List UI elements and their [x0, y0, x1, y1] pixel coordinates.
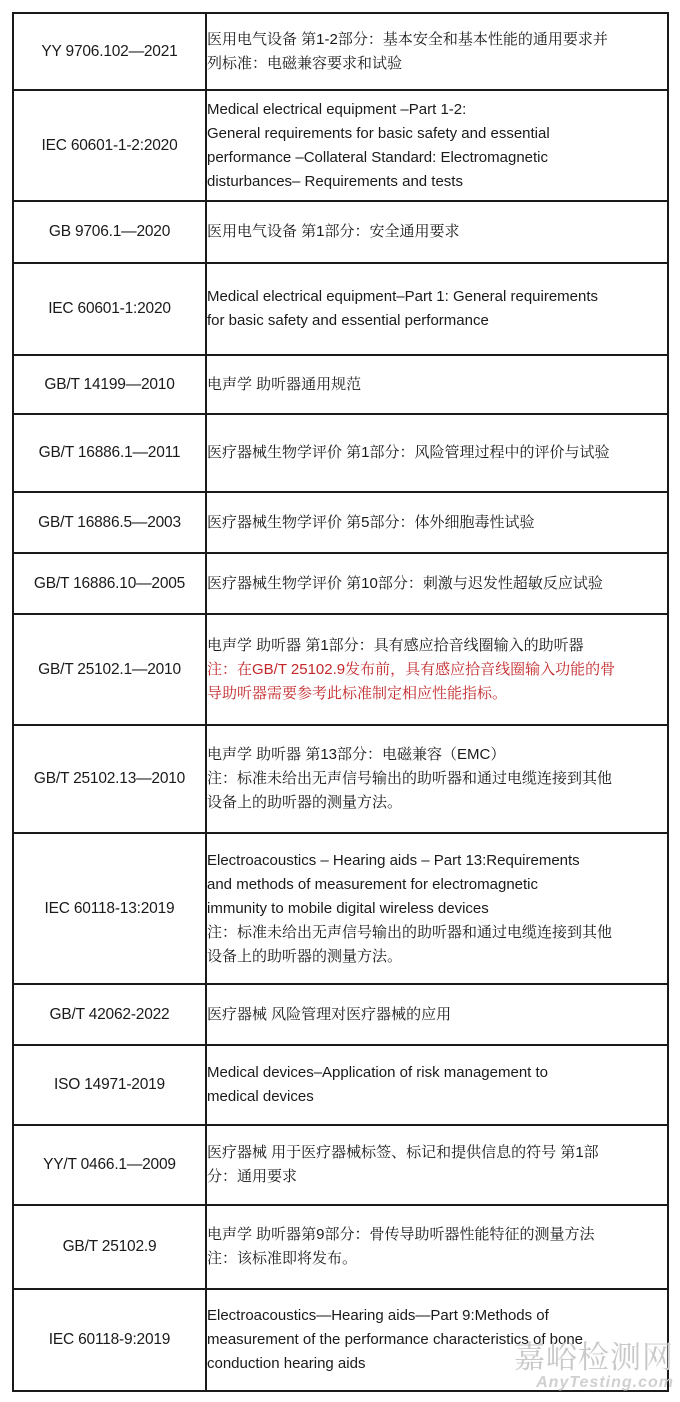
table-row	[13, 201, 668, 263]
title-line: 电声学 助听器第9部分：骨传导助听器性能特征的测量方法	[207, 1226, 595, 1243]
table-row	[13, 263, 668, 355]
title-line: 注：标准未给出无声信号输出的助听器和通过电缆连接到其他	[207, 770, 613, 787]
title-line: 医用电气设备 第1-2部分：基本安全和基本性能的通用要求并	[207, 30, 608, 48]
title-line: 分：通用要求	[207, 1168, 298, 1185]
table-row	[13, 614, 668, 725]
title-line: 设备上的助听器的测量方法。	[207, 794, 403, 811]
title-line: 电声学 助听器 第1部分：具有感应拾音线圈输入的助听器	[207, 636, 584, 654]
title-line: 设备上的助听器的测量方法。	[207, 947, 403, 965]
title-line: Medical electrical equipment –Part 1-2:	[207, 100, 467, 118]
title-line: 医疗器械 用于医疗器械标签、标记和提供信息的符号 第1部	[207, 1144, 599, 1161]
standard-title-cell	[206, 414, 668, 492]
title-line: conduction hearing aids	[207, 1355, 366, 1372]
table-row	[13, 355, 668, 414]
standard-title-cell	[206, 13, 668, 90]
watermark-cn: 嘉峪检测网	[514, 1340, 674, 1376]
standard-title-cell	[206, 725, 668, 833]
title-line: medical devices	[207, 1088, 314, 1105]
standard-code-cell: YY 9706.102—2021	[13, 13, 206, 90]
title-line: immunity to mobile digital wireless devices	[207, 899, 489, 917]
table-row	[13, 553, 668, 614]
title-line: for basic safety and essential performance	[207, 312, 489, 329]
title-line: 医疗器械生物学评价 第1部分：风险管理过程中的评价与试验	[207, 444, 610, 461]
title-line: and methods of measurement for electromagnetic	[207, 875, 539, 893]
table-row	[13, 725, 668, 833]
standard-code-cell: GB/T 25102.13—2010	[13, 725, 206, 833]
title-line: Electroacoustics – Hearing aids – Part 13:Requirements	[207, 851, 580, 869]
title-line: Electroacoustics—Hearing aids—Part 9:Methods of	[207, 1307, 549, 1324]
title-line: 医疗器械生物学评价 第5部分：体外细胞毒性试验	[207, 513, 535, 531]
table-row	[13, 1045, 668, 1125]
standard-code-cell: GB/T 14199—2010	[13, 355, 206, 414]
standard-code-cell: GB/T 16886.10—2005	[13, 553, 206, 614]
standards-table	[12, 12, 669, 1392]
table-row	[13, 90, 668, 201]
table-row	[13, 492, 668, 553]
title-line: 医用电气设备 第1部分：安全通用要求	[207, 223, 460, 240]
table-row	[13, 833, 668, 984]
standard-code-cell: GB/T 25102.9	[13, 1205, 206, 1289]
note-line-highlighted: 导助听器需要参考此标准制定相应性能指标。	[207, 684, 508, 702]
standard-code-cell: IEC 60118-13:2019	[13, 833, 206, 984]
title-line: Medical electrical equipment–Part 1: General requirements	[207, 288, 599, 305]
standard-title-cell	[206, 263, 668, 355]
standards-table-body	[13, 13, 668, 1391]
standard-code-cell: IEC 60118-9:2019	[13, 1289, 206, 1391]
standard-title-cell	[206, 1125, 668, 1205]
title-line: performance –Collateral Standard: Electromagnetic	[207, 148, 549, 166]
table-row	[13, 13, 668, 90]
standard-title-cell	[206, 553, 668, 614]
table-row	[13, 1205, 668, 1289]
standard-title-cell	[206, 1205, 668, 1289]
table-row	[13, 1125, 668, 1205]
standard-title-cell	[206, 201, 668, 263]
standard-title-cell	[206, 492, 668, 553]
title-line: 列标准：电磁兼容要求和试验	[207, 54, 403, 72]
standard-code-cell: ISO 14971-2019	[13, 1045, 206, 1125]
watermark-en: AnyTesting.com	[536, 1374, 674, 1391]
standard-code-cell: IEC 60601-1-2:2020	[13, 90, 206, 201]
title-line: measurement of the performance characteristics of bone	[207, 1331, 584, 1348]
title-line: 医疗器械 风险管理对医疗器械的应用	[207, 1005, 452, 1023]
standard-title-cell	[206, 984, 668, 1045]
title-line: General requirements for basic safety and essential	[207, 124, 550, 142]
title-line: 电声学 助听器 第13部分：电磁兼容（EMC）	[207, 746, 506, 763]
standard-title-cell	[206, 355, 668, 414]
standard-code-cell: GB/T 42062-2022	[13, 984, 206, 1045]
standard-title-cell	[206, 833, 668, 984]
title-line: disturbances– Requirements and tests	[207, 172, 463, 190]
standard-code-cell: GB 9706.1—2020	[13, 201, 206, 263]
title-line: 注：该标准即将发布。	[207, 1250, 358, 1267]
standard-code-cell: IEC 60601-1:2020	[13, 263, 206, 355]
standard-title-cell	[206, 1045, 668, 1125]
standard-code-cell: YY/T 0466.1—2009	[13, 1125, 206, 1205]
note-line-highlighted: 注：在GB/T 25102.9发布前，具有感应拾音线圈输入功能的骨	[207, 660, 616, 678]
table-row	[13, 984, 668, 1045]
standard-title-cell	[206, 90, 668, 201]
standard-title-cell	[206, 1289, 668, 1391]
standard-code-cell: GB/T 16886.1—2011	[13, 414, 206, 492]
standard-code-cell: GB/T 16886.5—2003	[13, 492, 206, 553]
standard-code-cell: GB/T 25102.1—2010	[13, 614, 206, 725]
title-line: 电声学 助听器通用规范	[207, 375, 362, 393]
title-line: Medical devices–Application of risk management to	[207, 1064, 549, 1081]
title-line: 注：标准未给出无声信号输出的助听器和通过电缆连接到其他	[207, 923, 613, 941]
title-line: 医疗器械生物学评价 第10部分：刺激与迟发性超敏反应试验	[207, 574, 603, 592]
standard-title-cell	[206, 614, 668, 725]
table-row	[13, 414, 668, 492]
table-row	[13, 1289, 668, 1391]
